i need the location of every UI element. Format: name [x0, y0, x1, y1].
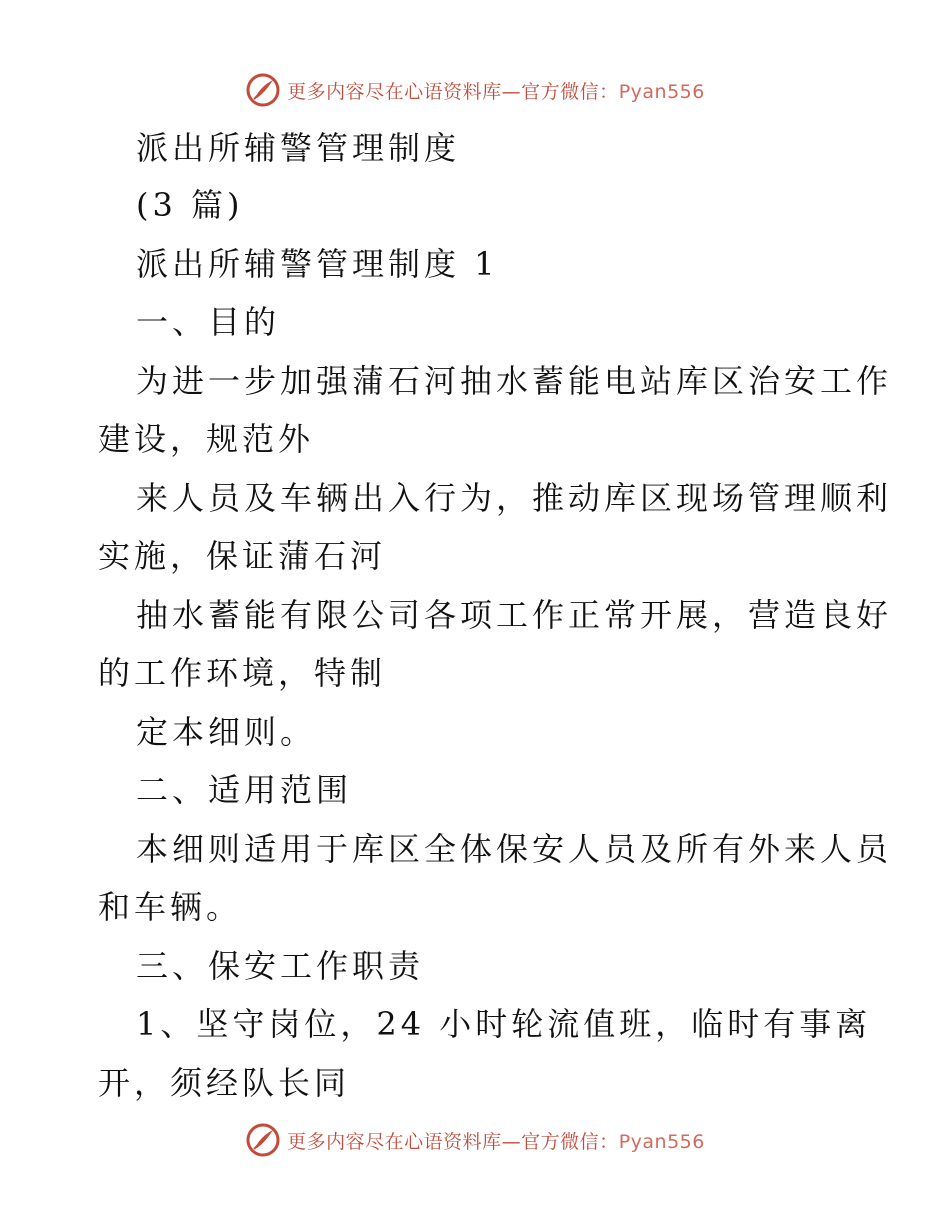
paragraph-line: 实施，保证蒲石河 — [98, 537, 387, 575]
watermark-banner-top — [0, 70, 950, 110]
watermark-official-label: 官方微信： — [521, 80, 619, 103]
watermark-banner-bottom — [0, 1120, 950, 1160]
document-title: 派出所辅警管理制度 — [136, 129, 461, 167]
paragraph-line: 抽水蓄能有限公司各项工作正常开展，营造良好 — [136, 596, 893, 634]
watermark-separator: — — [501, 1130, 522, 1153]
feather-quill-logo-icon — [245, 1122, 281, 1158]
paragraph-line: 本细则适用于库区全体保安人员及所有外来人员 — [136, 830, 893, 868]
watermark-official-label: 官方微信： — [521, 1130, 619, 1153]
feather-quill-logo-icon — [245, 72, 281, 108]
watermark-wechat-id: Pyan556 — [618, 80, 705, 103]
document-subtitle: (3 篇) — [136, 186, 244, 224]
clause-heading: 三、保安工作职责 — [136, 947, 425, 985]
paragraph-line: 建设，规范外 — [98, 420, 315, 458]
watermark-text — [287, 77, 705, 104]
paragraph-line: 为进一步加强蒲石河抽水蓄能电站库区治安工作 — [136, 362, 893, 400]
clause-heading: 一、目的 — [136, 303, 281, 341]
paragraph-line: 和车辆。 — [98, 888, 243, 926]
paragraph-line: 1、坚守岗位，24 小时轮流值班，临时有事离 — [136, 1005, 872, 1043]
paragraph-line: 的工作环境，特制 — [98, 654, 387, 692]
watermark-separator: — — [501, 80, 522, 103]
section-heading: 派出所辅警管理制度 1 — [136, 245, 499, 283]
clause-heading: 二、适用范围 — [136, 771, 353, 809]
paragraph-line: 定本细则。 — [136, 713, 317, 751]
watermark-text — [287, 1127, 705, 1154]
paragraph-line: 来人员及车辆出入行为，推动库区现场管理顺利 — [136, 479, 893, 517]
watermark-site-text: 更多内容尽在心语资料库 — [287, 80, 502, 103]
watermark-wechat-id: Pyan556 — [618, 1130, 705, 1153]
paragraph-line: 开，须经队长同 — [98, 1064, 351, 1102]
watermark-site-text: 更多内容尽在心语资料库 — [287, 1130, 502, 1153]
